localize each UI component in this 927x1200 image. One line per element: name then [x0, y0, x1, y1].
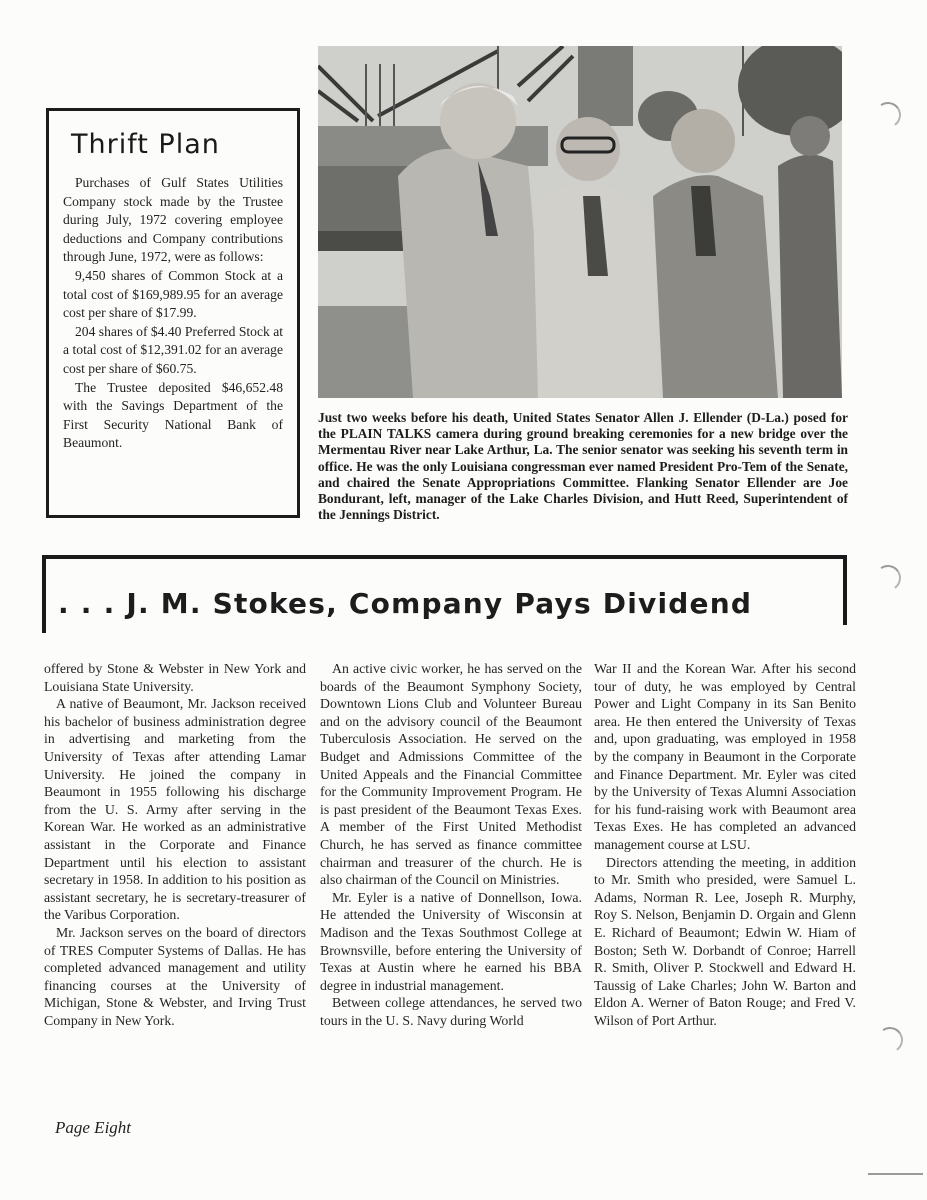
thrift-plan-title: Thrift Plan: [71, 129, 220, 160]
thrift-plan-paragraph: Purchases of Gulf States Utilities Company stock made by the Trustee during July, 1972 covering employee deductions and Company contributions through June, 1972, were as follows:: [63, 175, 283, 265]
article-paragraph: Between college attendances, he served two tours in the U. S. Navy during World: [320, 995, 582, 1028]
ceremony-photo: [318, 46, 842, 398]
punch-hole-mark: [873, 563, 903, 593]
page-edge-line: [868, 1173, 923, 1175]
photo-caption: Just two weeks before his death, United States Senator Allen J. Ellender (D-La.) posed for the PLAIN TALKS camera during ground breaking ceremonies for a new bridge over the Mermentau River near Lake Arthur, La. The senior senator was seeking his seventh term in office. He was the only Louisiana congressman ever named President Pro-Tem of the Senate, and chaired the Senate Appropriations Committee. Flanking Senator Ellender are Joe Bondurant, left, manager of the Lake Charles Division, and Hutt Reed, Superintendent of the Jennings District.: [318, 410, 848, 523]
article-column-3: [594, 660, 856, 1029]
punch-hole-mark: [873, 100, 903, 130]
article-paragraph: An active civic worker, he has served on the boards of the Beaumont Symphony Society, Downtown Lions Club and Volunteer Bureau and on the advisory council of the Beaumont Tuberculosis Association. He served on the Budget and Admissions Committee of the United Appeals and the Financial Committee for the Community Improvement Program. He is past president of the Beaumont Texas Exes. A member of the First United Methodist Church, he has served as finance committee chairman and treasurer of the church. He is also chairman of the Council on Ministries.: [320, 661, 582, 888]
thrift-plan-paragraph: 9,450 shares of Common Stock at a total cost of $169,989.95 for an average cost per share of $17.99.: [63, 267, 283, 321]
article-paragraph: Mr. Jackson serves on the board of directors of TRES Computer Systems of Dallas. He has completed advanced management and utility financing courses at the University of Michigan, Stone & Webster, and Irving Trust Company in New York.: [44, 924, 306, 1028]
article-paragraph: offered by Stone & Webster in New York and Louisiana State University.: [44, 661, 306, 694]
thrift-plan-box: [46, 108, 300, 518]
punch-hole-mark: [875, 1025, 905, 1055]
article-column-2: [320, 660, 582, 1029]
thrift-plan-paragraph: 204 shares of $4.40 Preferred Stock at a total cost of $12,391.02 for an average cost per share of $60.75.: [63, 323, 284, 376]
thrift-plan-paragraph: The Trustee deposited $46,652.48 with the Savings Department of the First Security National Bank of Beaumont.: [63, 379, 283, 451]
page-number: Page Eight: [55, 1118, 132, 1137]
article-paragraph: Mr. Eyler is a native of Donnellson, Iowa. He attended the University of Wisconsin at Madison and the Texas Southmost College at Brownsville, before entering the University of Texas at Austin where he earned his BBA degree in industrial management.: [320, 889, 582, 993]
article-paragraph: A native of Beaumont, Mr. Jackson received his bachelor of business administration degree in advertising and marketing from the University of Texas after attending Lamar University. He joined the company in Beaumont in 1955 following his discharge from the U. S. Army after serving in the Korean War. He worked as an administrative assistant in the Corporate and Finance Department until his election to assistant secretary in 1958. In addition to his position as assistant secretary, he is secretary-treasurer of the Varibus Corporation.: [44, 696, 306, 923]
article-paragraph: Directors attending the meeting, in addition to Mr. Smith who presided, were Samuel L. Adams, Norman R. Lee, Joseph R. Murphy, Roy S. Nelson, Benjamin D. Orgain and Glenn E. Richard of Beaumont; Edwin W. Hiam of Boston; Seth W. Dorbandt of Conroe; Harrell R. Smith, Oliver P. Stockwell and Edward H. Taussig of Lake Charles; John W. Barton and Eldon A. Werner of Baton Rouge; and Fred V. Wilson of Port Arthur.: [594, 854, 856, 1028]
article-column-1: [44, 660, 306, 1029]
photo-illustration: [318, 46, 842, 398]
article-headline: . . . J. M. Stokes, Company Pays Dividend: [58, 587, 753, 620]
article-paragraph: War II and the Korean War. After his second tour of duty, he was employed by Central Power and Light Company in its San Benito area. He then entered the University of Texas and, upon graduating, was employed in 1958 by the company in Beaumont in the Corporate and Finance Department. Mr. Eyler was cited by the University of Texas Alumni Association for his fund-raising work with Beaumont area Texas Exes. He has completed an advanced management course at LSU.: [594, 661, 856, 852]
